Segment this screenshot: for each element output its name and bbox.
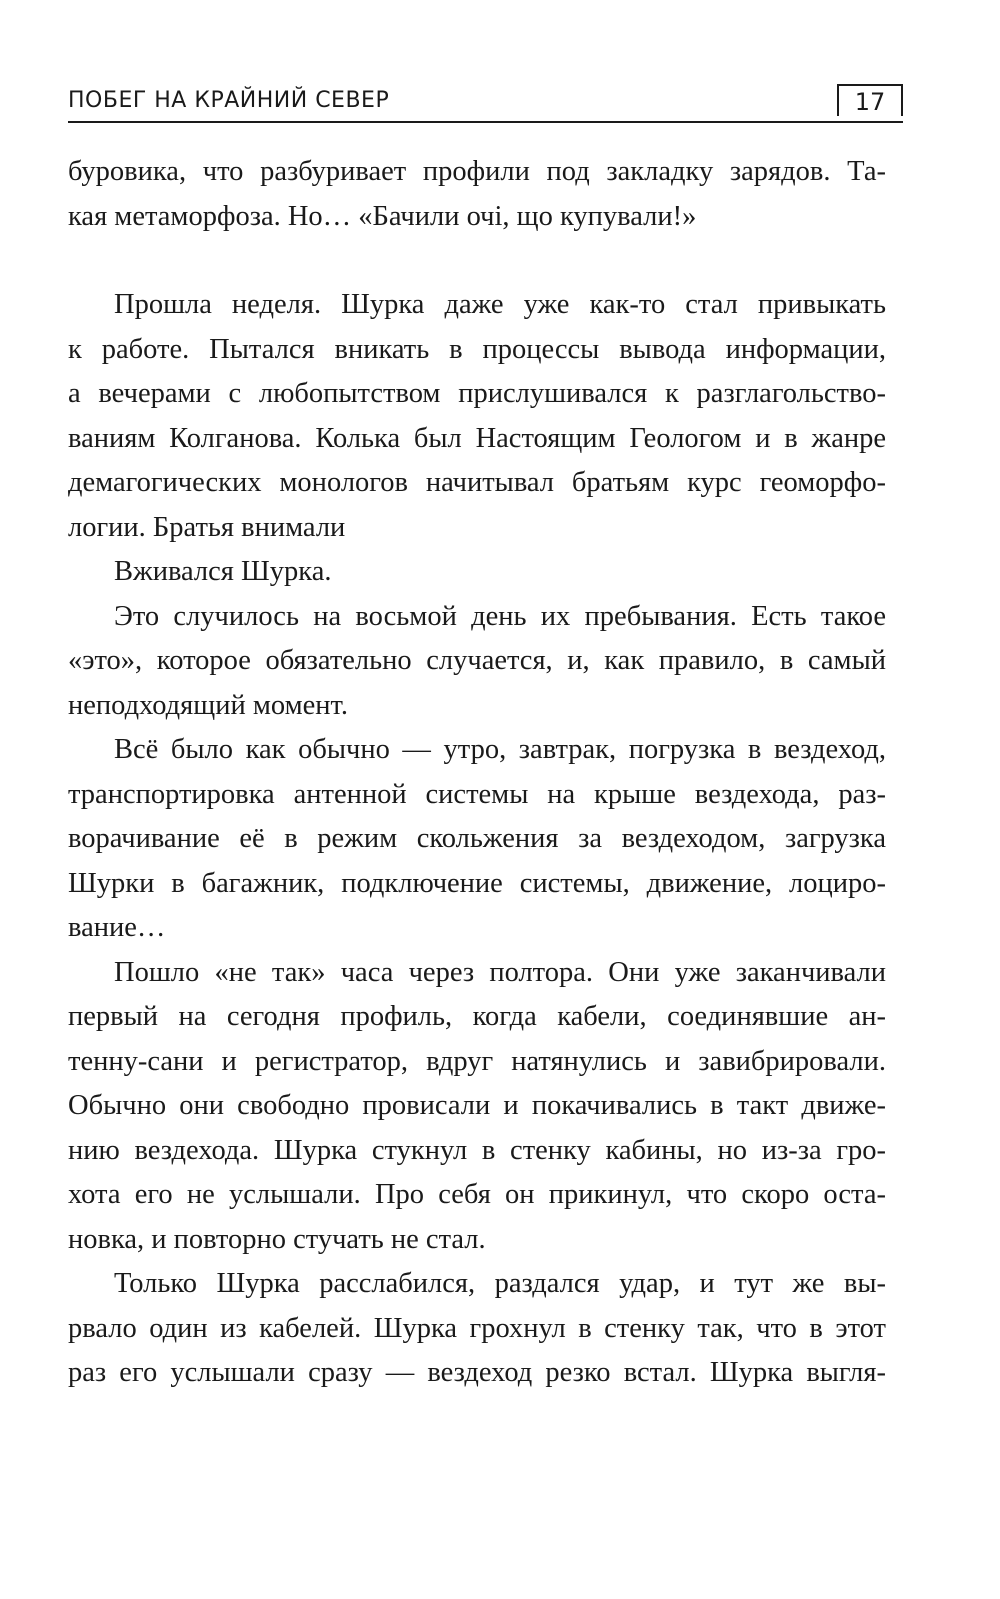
text-line: а вечерами с любопытством прислушивался к разглагольство- xyxy=(68,378,886,409)
text-line: тенну-сани и регистратор, вдруг натянулись и завибрировали. xyxy=(68,1045,886,1077)
paragraph xyxy=(68,283,886,550)
header-rule xyxy=(68,121,903,123)
text-line: Пошло «не так» часа через полтора. Они уже заканчивали xyxy=(114,956,886,988)
paragraph xyxy=(68,595,886,729)
text-line: вание… xyxy=(68,912,166,943)
text-line: Всё было как обычно — утро, завтрак, погрузка в вездеход, xyxy=(114,734,886,765)
paragraph xyxy=(68,550,886,595)
running-head xyxy=(68,84,903,124)
text-line: рвало один из кабелей. Шурка грохнул в стенку так, что в этот xyxy=(68,1312,886,1344)
paragraph xyxy=(68,150,886,239)
text-line: Это случилось на восьмой день их пребывания. Есть такое xyxy=(114,600,886,632)
text-line: раз его услышали сразу — вездеход резко встал. Шурка выгля- xyxy=(68,1357,886,1388)
paragraph xyxy=(68,951,886,1263)
text-line: ваниям Колганова. Колька был Настоящим Геологом и в жанре xyxy=(68,422,886,454)
text-line: кая метаморфоза. Но… «Бачили очі, що купували!» xyxy=(68,200,697,232)
text-line: Обычно они свободно провисали и покачивались в такт движе- xyxy=(68,1090,886,1121)
text-line: транспортировка антенной системы на крыше вездехода, раз- xyxy=(68,778,886,810)
text-line: нию вездехода. Шурка стукнул в стенку кабины, но из-за гро- xyxy=(68,1134,886,1166)
text-line: логии. Братья внимали xyxy=(68,511,346,543)
text-line: хота его не услышали. Про себя он прикинул, что скоро оста- xyxy=(68,1179,886,1210)
paragraph xyxy=(68,728,886,951)
paragraph-gap xyxy=(68,239,886,283)
text-line: новка, и повторно стучать не стал. xyxy=(68,1223,486,1255)
text-line: Прошла неделя. Шурка даже уже как-то стал привыкать xyxy=(114,289,886,320)
body-text xyxy=(68,150,886,1396)
text-line: Шурки в багажник, подключение системы, движение, лоциро- xyxy=(68,867,886,899)
text-line: неподходящий момент. xyxy=(68,689,348,721)
text-line: Только Шурка расслабился, раздался удар, и тут же вы- xyxy=(114,1268,886,1299)
running-title: ПОБЕГ НА КРАЙНИЙ СЕВЕР xyxy=(68,88,390,113)
text-line: Вживался Шурка. xyxy=(114,556,332,587)
page-number: 17 xyxy=(837,84,903,116)
text-line: ворачивание её в режим скольжения за вездеходом, загрузка xyxy=(68,823,886,854)
text-line: «это», которое обязательно случается, и, как правило, в самый xyxy=(68,645,886,676)
text-line: буровика, что разбуривает профили под закладку зарядов. Та- xyxy=(68,156,886,187)
text-line: первый на сегодня профиль, когда кабели, соединявшие ан- xyxy=(68,1001,886,1032)
text-line: демагогических монологов начитывал братьям курс геоморфо- xyxy=(68,467,886,498)
paragraph xyxy=(68,1262,886,1396)
text-line: к работе. Пытался вникать в процессы вывода информации, xyxy=(68,333,886,365)
